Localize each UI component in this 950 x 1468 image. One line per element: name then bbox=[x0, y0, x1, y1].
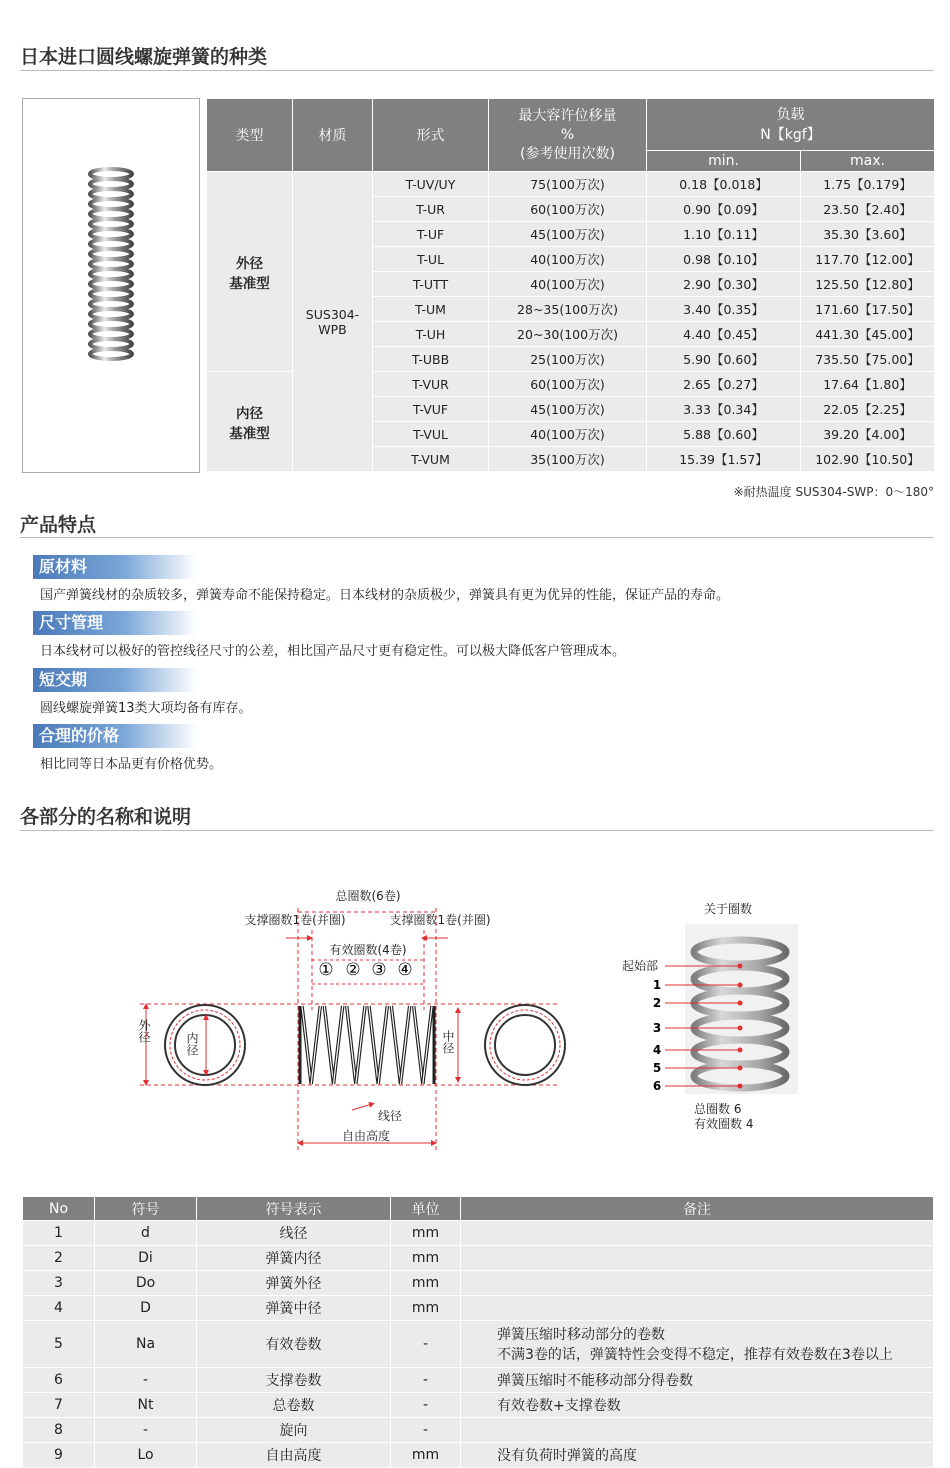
cell-note bbox=[461, 1393, 934, 1418]
cell-note bbox=[461, 1221, 934, 1246]
cell-min: 1.10【0.11】 bbox=[647, 222, 801, 247]
leader-dot bbox=[738, 1026, 743, 1031]
symbol-row bbox=[23, 1418, 934, 1443]
cell-max: 171.60【17.50】 bbox=[801, 297, 935, 322]
cell-note bbox=[461, 1368, 934, 1393]
cell-desc: 总卷数 bbox=[197, 1393, 391, 1418]
header-load bbox=[647, 99, 935, 151]
coil-number-3: ③ bbox=[371, 960, 387, 980]
group-inner-dia bbox=[207, 372, 293, 472]
cell-disp: 45(100万次) bbox=[489, 397, 647, 422]
spring-wire-highlight bbox=[423, 1006, 432, 1084]
label-active-coils: 有效圈数(4卷) bbox=[329, 943, 407, 957]
feature-text-dimension: 日本线材可以极好的管控线径尺寸的公差，相比国产品尺寸更有稳定性。可以极大降低客户管理成本。 bbox=[40, 644, 626, 659]
leader-dot bbox=[738, 1084, 743, 1089]
label-support-left: 支撑圈数1卷(并圈) bbox=[244, 913, 346, 927]
cell-sym: D bbox=[95, 1296, 197, 1321]
cell-disp: 75(100万次) bbox=[489, 172, 647, 197]
spring-wire-highlight bbox=[302, 1006, 311, 1084]
cell-min: 3.33【0.34】 bbox=[647, 397, 801, 422]
cell-sym: Na bbox=[95, 1321, 197, 1368]
spring-wire-highlight bbox=[378, 1006, 387, 1084]
cell-disp: 40(100万次) bbox=[489, 247, 647, 272]
symbol-row bbox=[23, 1246, 934, 1271]
group-outer-line2: 基准型 bbox=[229, 275, 270, 292]
divider bbox=[20, 830, 934, 831]
cell-min: 0.90【0.09】 bbox=[647, 197, 801, 222]
cell-disp: 60(100万次) bbox=[489, 372, 647, 397]
cell-sym: d bbox=[95, 1221, 197, 1246]
cell-unit: - bbox=[391, 1393, 461, 1418]
cell-form: T-VUF bbox=[373, 397, 489, 422]
symbol-row bbox=[23, 1368, 934, 1393]
coil-index-c3: 3 bbox=[652, 1021, 662, 1035]
cell-no: 6 bbox=[23, 1368, 95, 1393]
cell-form: T-UM bbox=[373, 297, 489, 322]
material-cell bbox=[293, 172, 373, 472]
header-material: 材质 bbox=[293, 99, 373, 172]
cell-max: 1.75【0.179】 bbox=[801, 172, 935, 197]
label-about-coils: 关于圈数 bbox=[703, 902, 753, 916]
end-view-mid bbox=[485, 1005, 565, 1085]
cell-note bbox=[461, 1321, 934, 1368]
cell-max: 17.64【1.80】 bbox=[801, 372, 935, 397]
spring-wire-highlight bbox=[401, 1006, 410, 1084]
label-total-6: 总圈数 6 bbox=[694, 1102, 742, 1116]
note-line1: 有效卷数+支撑卷数 bbox=[497, 1398, 621, 1414]
cell-form: T-UR bbox=[373, 197, 489, 222]
label-mid-dia: 中径 bbox=[441, 1030, 455, 1054]
cell-min: 3.40【0.35】 bbox=[647, 297, 801, 322]
header-symbol: 符号 bbox=[95, 1197, 197, 1221]
coil-index-c1: 1 bbox=[652, 978, 662, 992]
cell-form: T-VUM bbox=[373, 447, 489, 472]
coil-number-2: ② bbox=[345, 960, 361, 980]
header-max-disp-line3: (参考使用次数) bbox=[520, 145, 615, 162]
cell-form: T-UF bbox=[373, 222, 489, 247]
label-active-4: 有效圈数 4 bbox=[694, 1117, 754, 1131]
label-outer-dia-1 bbox=[127, 1019, 151, 1044]
spring-wire-highlight bbox=[356, 1006, 365, 1084]
cell-desc: 支撑卷数 bbox=[197, 1368, 391, 1393]
header-min: min. bbox=[647, 151, 801, 172]
cell-no: 4 bbox=[23, 1296, 95, 1321]
feature-tag-material: 原材料 bbox=[33, 555, 197, 579]
cell-desc: 弹簧外径 bbox=[197, 1271, 391, 1296]
cell-unit: - bbox=[391, 1368, 461, 1393]
symbol-row bbox=[23, 1221, 934, 1246]
symbol-row bbox=[23, 1393, 934, 1418]
cell-form: T-UTT bbox=[373, 272, 489, 297]
cell-max: 35.30【3.60】 bbox=[801, 222, 935, 247]
cell-form: T-VUL bbox=[373, 422, 489, 447]
cell-min: 2.65【0.27】 bbox=[647, 372, 801, 397]
header-note: 备注 bbox=[461, 1197, 934, 1221]
cell-form: T-UBB bbox=[373, 347, 489, 372]
note-line2: 不满3卷的话，弹簧特性会变得不稳定，推荐有效卷数在3卷以上 bbox=[497, 1347, 893, 1363]
cell-unit: mm bbox=[391, 1221, 461, 1246]
cell-desc: 有效卷数 bbox=[197, 1321, 391, 1368]
cell-min: 15.39【1.57】 bbox=[647, 447, 801, 472]
label-support-right: 支撑圈数1卷(并圈) bbox=[389, 913, 491, 927]
label-inner-dia: 内径 bbox=[185, 1032, 199, 1056]
spring-wire-highlight bbox=[311, 1006, 320, 1084]
cell-unit: mm bbox=[391, 1296, 461, 1321]
cell-min: 0.98【0.10】 bbox=[647, 247, 801, 272]
symbol-row bbox=[23, 1296, 934, 1321]
cell-form: T-VUR bbox=[373, 372, 489, 397]
section-title-types: 日本进口圆线螺旋弹簧的种类 bbox=[20, 46, 268, 68]
cell-desc: 自由高度 bbox=[197, 1443, 391, 1468]
cell-sym: Nt bbox=[95, 1393, 197, 1418]
label-total-coils: 总圈数(6卷) bbox=[335, 889, 401, 903]
cell-no: 9 bbox=[23, 1443, 95, 1468]
material-line2: WPB bbox=[318, 321, 347, 337]
cell-desc: 线径 bbox=[197, 1221, 391, 1246]
group-inner-line2: 基准型 bbox=[229, 425, 270, 442]
cell-note bbox=[461, 1271, 934, 1296]
group-inner-line1: 内径 bbox=[236, 405, 263, 422]
cell-desc: 弹簧中径 bbox=[197, 1296, 391, 1321]
spring-wire-highlight bbox=[414, 1006, 423, 1084]
cell-sym: - bbox=[95, 1368, 197, 1393]
feature-text-material: 国产弹簧线材的杂质较多，弹簧寿命不能保持稳定。日本线材的杂质极少，弹簧具有更为优异的性能，保证产品的寿命。 bbox=[40, 588, 730, 603]
cell-desc: 弹簧内径 bbox=[197, 1246, 391, 1271]
spec-row bbox=[207, 172, 935, 197]
feature-text-delivery: 圆线螺旋弹簧13类大项均备有库存。 bbox=[40, 701, 252, 716]
cell-no: 5 bbox=[23, 1321, 95, 1368]
feature-tag-dimension: 尺寸管理 bbox=[33, 611, 197, 635]
cell-max: 735.50【75.00】 bbox=[801, 347, 935, 372]
cell-no: 8 bbox=[23, 1418, 95, 1443]
cell-unit: - bbox=[391, 1418, 461, 1443]
section-title-parts: 各部分的名称和说明 bbox=[20, 806, 192, 828]
cell-max: 102.90【10.50】 bbox=[801, 447, 935, 472]
header-load-line1: 负载 bbox=[776, 106, 805, 123]
cell-min: 4.40【0.45】 bbox=[647, 322, 801, 347]
divider bbox=[20, 70, 934, 71]
cell-desc: 旋向 bbox=[197, 1418, 391, 1443]
spring-wire-highlight bbox=[334, 1006, 343, 1084]
label-free-height: 自由高度 bbox=[341, 1129, 391, 1143]
cell-unit: mm bbox=[391, 1443, 461, 1468]
group-outer-dia bbox=[207, 172, 293, 372]
header-max: max. bbox=[801, 151, 935, 172]
spring-wire-highlight bbox=[391, 1006, 400, 1084]
cell-unit: mm bbox=[391, 1271, 461, 1296]
note-line1: 弹簧压缩时不能移动部分得卷数 bbox=[497, 1373, 693, 1389]
header-max-disp-line2: % bbox=[560, 126, 575, 143]
cell-disp: 20~30(100万次) bbox=[489, 322, 647, 347]
cell-max: 441.30【45.00】 bbox=[801, 322, 935, 347]
spring-image bbox=[23, 99, 199, 472]
group-outer-line1: 外径 bbox=[236, 255, 263, 272]
section-title-features: 产品特点 bbox=[20, 514, 97, 536]
header-unit: 单位 bbox=[391, 1197, 461, 1221]
header-load-line2: N【kgf】 bbox=[760, 126, 821, 143]
note-line1: 没有负荷时弹簧的高度 bbox=[497, 1448, 637, 1464]
spring-photo bbox=[22, 98, 200, 473]
header-max-displacement bbox=[489, 99, 647, 172]
feature-tag-delivery: 短交期 bbox=[33, 668, 197, 692]
header-form: 形式 bbox=[373, 99, 489, 172]
spring-spec-table bbox=[206, 98, 935, 472]
coil-number-1: ① bbox=[318, 960, 334, 980]
label-wire-dia: 线径 bbox=[377, 1109, 403, 1123]
symbol-table bbox=[22, 1196, 934, 1468]
cell-disp: 25(100万次) bbox=[489, 347, 647, 372]
spring-side-view bbox=[300, 1006, 434, 1084]
symbol-row bbox=[23, 1321, 934, 1368]
header-max-disp-line1: 最大容许位移量 bbox=[518, 107, 617, 124]
cell-max: 125.50【12.80】 bbox=[801, 272, 935, 297]
cell-no: 3 bbox=[23, 1271, 95, 1296]
spring-wire-highlight bbox=[324, 1006, 333, 1084]
spring-parts-diagram bbox=[0, 880, 950, 1160]
cell-min: 5.90【0.60】 bbox=[647, 347, 801, 372]
cell-disp: 40(100万次) bbox=[489, 422, 647, 447]
cell-form: T-UH bbox=[373, 322, 489, 347]
coil-index-c5: 5 bbox=[652, 1061, 662, 1075]
note-line1: 弹簧压缩时移动部分的卷数 bbox=[497, 1327, 665, 1343]
cell-max: 23.50【2.40】 bbox=[801, 197, 935, 222]
header-type: 类型 bbox=[207, 99, 293, 172]
cell-disp: 35(100万次) bbox=[489, 447, 647, 472]
cell-form: T-UV/UY bbox=[373, 172, 489, 197]
spring-coil bbox=[90, 349, 132, 359]
label-outer-dia: 外径 bbox=[127, 1019, 151, 1033]
cell-max: 39.20【4.00】 bbox=[801, 422, 935, 447]
feature-text-price: 相比同等日本品更有价格优势。 bbox=[40, 757, 223, 772]
cell-no: 7 bbox=[23, 1393, 95, 1418]
header-no: No bbox=[23, 1197, 95, 1221]
cell-sym: - bbox=[95, 1418, 197, 1443]
divider bbox=[20, 537, 934, 538]
cell-max: 22.05【2.25】 bbox=[801, 397, 935, 422]
cell-unit: mm bbox=[391, 1246, 461, 1271]
coil-index-c4: 4 bbox=[652, 1043, 662, 1057]
cell-max: 117.70【12.00】 bbox=[801, 247, 935, 272]
cell-sym: Do bbox=[95, 1271, 197, 1296]
cell-disp: 60(100万次) bbox=[489, 197, 647, 222]
coil-number-4: ④ bbox=[397, 960, 413, 980]
leader-dot bbox=[738, 964, 743, 969]
cell-note bbox=[461, 1418, 934, 1443]
label-start: 起始部 bbox=[621, 959, 659, 973]
cell-form: T-UL bbox=[373, 247, 489, 272]
cell-note bbox=[461, 1246, 934, 1271]
cell-disp: 45(100万次) bbox=[489, 222, 647, 247]
header-symbol-desc: 符号表示 bbox=[197, 1197, 391, 1221]
cell-disp: 40(100万次) bbox=[489, 272, 647, 297]
leader-dot bbox=[738, 983, 743, 988]
coil-index-c2: 2 bbox=[652, 996, 662, 1010]
cell-min: 5.88【0.60】 bbox=[647, 422, 801, 447]
wire-dia-arrow bbox=[352, 1104, 372, 1110]
leader-dot bbox=[738, 1001, 743, 1006]
cell-unit: - bbox=[391, 1321, 461, 1368]
cell-note bbox=[461, 1296, 934, 1321]
heat-resistance-note: ※耐热温度 SUS304-SWP：0～180° bbox=[733, 485, 934, 499]
spring-wire-highlight bbox=[369, 1006, 378, 1084]
spring-wire-highlight bbox=[347, 1006, 356, 1084]
material-line1: SUS304- bbox=[305, 306, 360, 322]
cell-sym: Lo bbox=[95, 1443, 197, 1468]
leader-dot bbox=[738, 1048, 743, 1053]
feature-tag-price: 合理的价格 bbox=[33, 724, 197, 748]
cell-min: 0.18【0.018】 bbox=[647, 172, 801, 197]
cell-no: 2 bbox=[23, 1246, 95, 1271]
leader-dot bbox=[738, 1066, 743, 1071]
symbol-row bbox=[23, 1271, 934, 1296]
cell-disp: 28~35(100万次) bbox=[489, 297, 647, 322]
end-view-outer bbox=[165, 1005, 245, 1085]
coil-index-c6: 6 bbox=[652, 1079, 662, 1093]
cell-sym: Di bbox=[95, 1246, 197, 1271]
cell-no: 1 bbox=[23, 1221, 95, 1246]
cell-min: 2.90【0.30】 bbox=[647, 272, 801, 297]
